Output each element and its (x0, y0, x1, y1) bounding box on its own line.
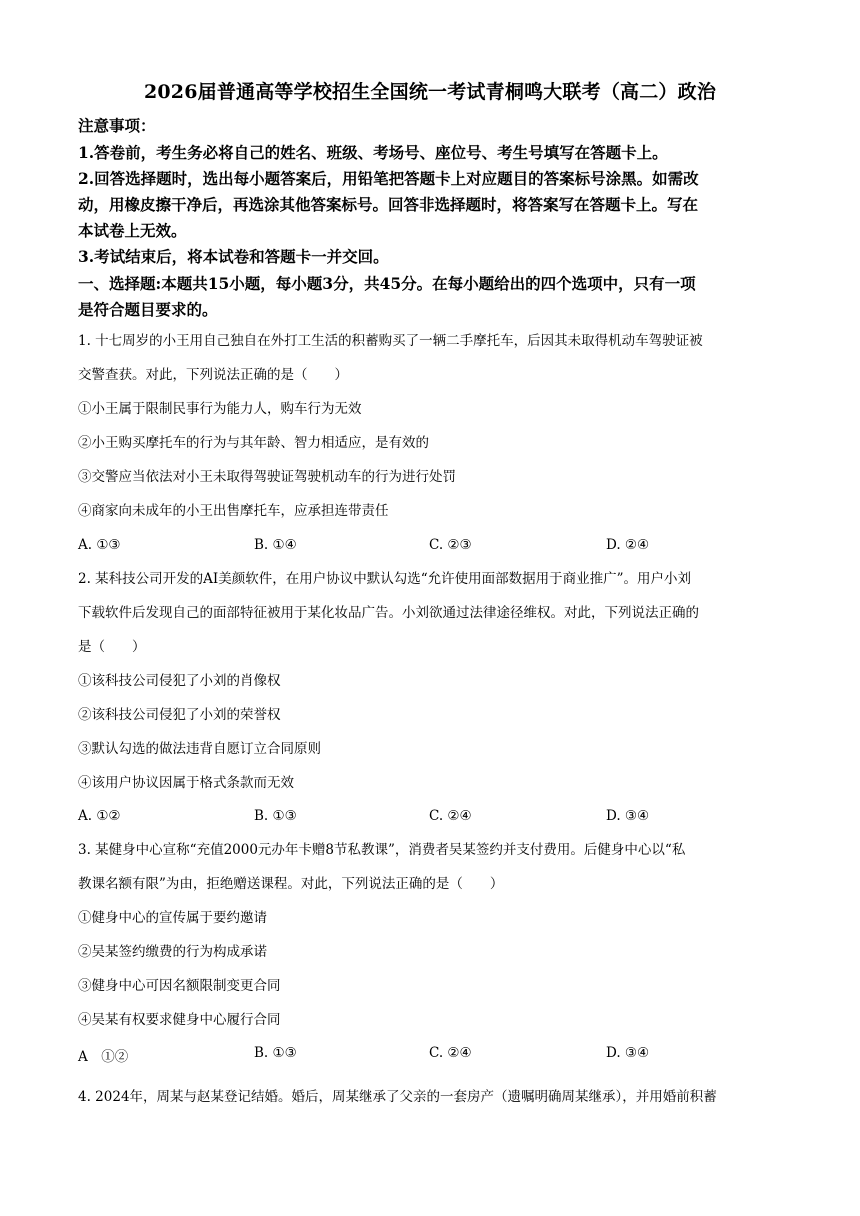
choice-d: D. ②④ (606, 537, 650, 553)
notice-item-1: 1.答卷前，考生务必将自己的姓名、班级、考场号、座位号、考生号填写在答题卡上。 (78, 143, 668, 162)
question-3-statement-3: ③健身中心可因名额限制变更合同 (78, 978, 281, 994)
question-1-statement-3: ③交警应当依法对小王未取得驾驶证驾驶机动车的行为进行处罚 (78, 469, 456, 485)
question-1-stem-line-2: 交警查获。对此，下列说法正确的是（ ） (78, 367, 348, 383)
notice-item-3: 3.考试结束后，将本试卷和答题卡一并交回。 (78, 247, 389, 266)
question-3-statement-4: ④吴某有权要求健身中心履行合同 (78, 1012, 281, 1028)
section-heading-line-1: 一、选择题:本题共15小题，每小题3分，共45分。在每小题给出的四个选项中，只有一项 (78, 274, 696, 293)
question-2-statement-3: ③默认勾选的做法违背自愿订立合同原则 (78, 741, 321, 757)
section-heading-line-2: 是符合题目要求的。 (78, 300, 218, 319)
notice-item-2-line-2: 动，用橡皮擦干净后，再选涂其他答案标号。回答非选择题时，将答案写在答题卡上。写在 (78, 195, 699, 214)
exam-title: 2026届普通高等学校招生全国统一考试青桐鸣大联考（高二）政治 (143, 81, 717, 103)
choice-b: B. ①④ (254, 537, 297, 553)
question-2-stem-line-3: 是（ ） (78, 639, 146, 655)
question-1-statement-2: ②小王购买摩托车的行为与其年龄、智力相适应，是有效的 (78, 435, 429, 451)
choice-a: A ①② (78, 1049, 129, 1065)
notice-heading: 注意事项： (78, 116, 156, 135)
question-3-stem-line-1: 3. 某健身中心宣称“充值2000元办年卡赠8节私教课”，消费者吴某签约并支付费用。后健身中心以“私 (78, 842, 686, 858)
choice-a: A. ①③ (78, 537, 121, 553)
question-2-statement-1: ①该科技公司侵犯了小刘的肖像权 (78, 673, 281, 689)
choice-d: D. ③④ (606, 808, 650, 824)
question-3-stem-line-2: 教课名额有限”为由，拒绝赠送课程。对此，下列说法正确的是（ ） (78, 876, 504, 892)
question-4-stem-line-1: 4. 2024年，周某与赵某登记结婚。婚后，周某继承了父亲的一套房产（遗嘱明确周某继承），并用婚前积蓄 (78, 1089, 717, 1105)
choice-c: C. ②④ (429, 1045, 472, 1061)
choice-a: A. ①② (78, 808, 121, 824)
choice-b: B. ①③ (254, 808, 297, 824)
question-1-statement-1: ①小王属于限制民事行为能力人，购车行为无效 (78, 401, 362, 417)
notice-item-2-line-3: 本试卷上无效。 (78, 221, 187, 240)
question-1-statement-4: ④商家向未成年的小王出售摩托车，应承担连带责任 (78, 503, 389, 519)
choice-c: C. ②③ (429, 537, 472, 553)
choice-b: B. ①③ (254, 1045, 297, 1061)
question-2-statement-4: ④该用户协议因属于格式条款而无效 (78, 775, 294, 791)
question-3-statement-2: ②吴某签约缴费的行为构成承诺 (78, 944, 267, 960)
question-3-statement-1: ①健身中心的宣传属于要约邀请 (78, 910, 267, 926)
question-1-stem-line-1: 1. 十七周岁的小王用自己独自在外打工生活的积蓄购买了一辆二手摩托车，后因其未取得机动车驾驶证被 (78, 333, 703, 349)
notice-item-2-line-1: 2.回答选择题时，选出每小题答案后，用铅笔把答题卡上对应题目的答案标号涂黑。如需改 (78, 169, 699, 188)
question-2-stem-line-1: 2. 某科技公司开发的AI美颜软件，在用户协议中默认勾选“允许使用面部数据用于商业推广”。用户小刘 (78, 571, 692, 587)
choice-c: C. ②④ (429, 808, 472, 824)
question-2-statement-2: ②该科技公司侵犯了小刘的荣誉权 (78, 707, 281, 723)
question-2-stem-line-2: 下载软件后发现自己的面部特征被用于某化妆品广告。小刘欲通过法律途径维权。对此，下列说法正确的 (78, 605, 699, 621)
choice-d: D. ③④ (606, 1045, 650, 1061)
